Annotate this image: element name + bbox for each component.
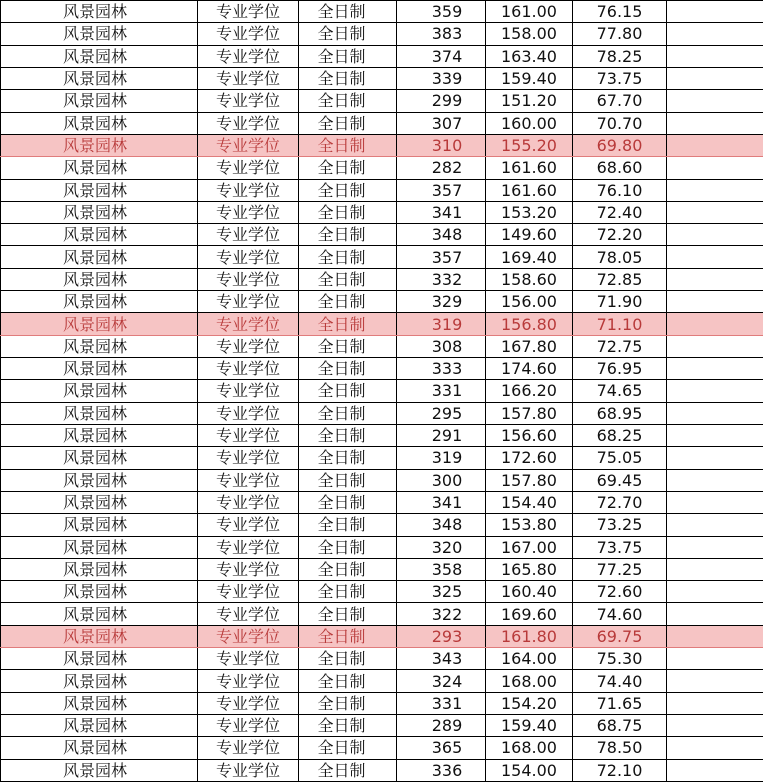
retest-score-cell: 167.00 <box>486 536 573 558</box>
study-mode-cell: 全日制 <box>299 358 397 380</box>
empty-cell <box>667 90 763 112</box>
empty-cell <box>667 358 763 380</box>
major-cell: 风景园林 <box>1 157 198 179</box>
retest-score-cell: 154.20 <box>486 692 573 714</box>
table-row <box>1 759 763 781</box>
study-mode-cell: 全日制 <box>299 380 397 402</box>
empty-cell <box>667 291 763 313</box>
degree-type-cell: 专业学位 <box>198 692 299 714</box>
table-row <box>1 536 763 558</box>
table-row <box>1 224 763 246</box>
total-score-cell: 357 <box>397 246 486 268</box>
degree-type-cell: 专业学位 <box>198 313 299 335</box>
table-row <box>1 157 763 179</box>
study-mode-cell: 全日制 <box>299 313 397 335</box>
table-row <box>1 715 763 737</box>
score-table-body <box>1 1 763 782</box>
major-cell: 风景园林 <box>1 424 198 446</box>
study-mode-cell: 全日制 <box>299 224 397 246</box>
table-row <box>1 201 763 223</box>
total-score-cell: 374 <box>397 45 486 67</box>
final-score-cell: 68.60 <box>573 157 667 179</box>
final-score-cell: 72.20 <box>573 224 667 246</box>
study-mode-cell: 全日制 <box>299 447 397 469</box>
empty-cell <box>667 424 763 446</box>
total-score-cell: 343 <box>397 648 486 670</box>
major-cell: 风景园林 <box>1 536 198 558</box>
empty-cell <box>667 134 763 156</box>
total-score-cell: 341 <box>397 491 486 513</box>
degree-type-cell: 专业学位 <box>198 447 299 469</box>
study-mode-cell: 全日制 <box>299 1 397 23</box>
table-row-highlighted <box>1 313 763 335</box>
total-score-cell: 300 <box>397 469 486 491</box>
degree-type-cell: 专业学位 <box>198 581 299 603</box>
total-score-cell: 291 <box>397 424 486 446</box>
study-mode-cell: 全日制 <box>299 692 397 714</box>
degree-type-cell: 专业学位 <box>198 335 299 357</box>
study-mode-cell: 全日制 <box>299 45 397 67</box>
retest-score-cell: 157.80 <box>486 469 573 491</box>
retest-score-cell: 161.60 <box>486 179 573 201</box>
degree-type-cell: 专业学位 <box>198 469 299 491</box>
study-mode-cell: 全日制 <box>299 491 397 513</box>
empty-cell <box>667 536 763 558</box>
total-score-cell: 341 <box>397 201 486 223</box>
total-score-cell: 319 <box>397 447 486 469</box>
major-cell: 风景园林 <box>1 581 198 603</box>
study-mode-cell: 全日制 <box>299 23 397 45</box>
final-score-cell: 67.70 <box>573 90 667 112</box>
retest-score-cell: 156.00 <box>486 291 573 313</box>
final-score-cell: 71.65 <box>573 692 667 714</box>
table-row <box>1 45 763 67</box>
table-row <box>1 90 763 112</box>
retest-score-cell: 167.80 <box>486 335 573 357</box>
retest-score-cell: 158.00 <box>486 23 573 45</box>
retest-score-cell: 156.80 <box>486 313 573 335</box>
degree-type-cell: 专业学位 <box>198 670 299 692</box>
retest-score-cell: 169.40 <box>486 246 573 268</box>
table-row <box>1 112 763 134</box>
major-cell: 风景园林 <box>1 514 198 536</box>
empty-cell <box>667 268 763 290</box>
degree-type-cell: 专业学位 <box>198 358 299 380</box>
major-cell: 风景园林 <box>1 67 198 89</box>
table-row <box>1 268 763 290</box>
retest-score-cell: 163.40 <box>486 45 573 67</box>
study-mode-cell: 全日制 <box>299 402 397 424</box>
retest-score-cell: 159.40 <box>486 67 573 89</box>
degree-type-cell: 专业学位 <box>198 1 299 23</box>
study-mode-cell: 全日制 <box>299 558 397 580</box>
retest-score-cell: 160.40 <box>486 581 573 603</box>
final-score-cell: 77.80 <box>573 23 667 45</box>
major-cell: 风景园林 <box>1 134 198 156</box>
major-cell: 风景园林 <box>1 224 198 246</box>
total-score-cell: 289 <box>397 715 486 737</box>
table-row <box>1 581 763 603</box>
retest-score-cell: 168.00 <box>486 737 573 759</box>
empty-cell <box>667 469 763 491</box>
final-score-cell: 73.25 <box>573 514 667 536</box>
major-cell: 风景园林 <box>1 759 198 781</box>
study-mode-cell: 全日制 <box>299 179 397 201</box>
final-score-cell: 73.75 <box>573 67 667 89</box>
empty-cell <box>667 402 763 424</box>
table-row <box>1 358 763 380</box>
major-cell: 风景园林 <box>1 45 198 67</box>
final-score-cell: 72.60 <box>573 581 667 603</box>
final-score-cell: 72.75 <box>573 335 667 357</box>
final-score-cell: 75.30 <box>573 648 667 670</box>
degree-type-cell: 专业学位 <box>198 268 299 290</box>
total-score-cell: 336 <box>397 759 486 781</box>
major-cell: 风景园林 <box>1 670 198 692</box>
table-row <box>1 179 763 201</box>
final-score-cell: 70.70 <box>573 112 667 134</box>
final-score-cell: 75.05 <box>573 447 667 469</box>
retest-score-cell: 174.60 <box>486 358 573 380</box>
retest-score-cell: 169.60 <box>486 603 573 625</box>
major-cell: 风景园林 <box>1 358 198 380</box>
empty-cell <box>667 157 763 179</box>
degree-type-cell: 专业学位 <box>198 112 299 134</box>
major-cell: 风景园林 <box>1 491 198 513</box>
retest-score-cell: 151.20 <box>486 90 573 112</box>
degree-type-cell: 专业学位 <box>198 224 299 246</box>
total-score-cell: 331 <box>397 380 486 402</box>
total-score-cell: 365 <box>397 737 486 759</box>
major-cell: 风景园林 <box>1 201 198 223</box>
major-cell: 风景园林 <box>1 23 198 45</box>
degree-type-cell: 专业学位 <box>198 157 299 179</box>
empty-cell <box>667 603 763 625</box>
study-mode-cell: 全日制 <box>299 737 397 759</box>
major-cell: 风景园林 <box>1 447 198 469</box>
major-cell: 风景园林 <box>1 246 198 268</box>
total-score-cell: 310 <box>397 134 486 156</box>
table-row <box>1 67 763 89</box>
major-cell: 风景园林 <box>1 268 198 290</box>
degree-type-cell: 专业学位 <box>198 759 299 781</box>
table-row-highlighted <box>1 134 763 156</box>
empty-cell <box>667 112 763 134</box>
retest-score-cell: 153.80 <box>486 514 573 536</box>
empty-cell <box>667 648 763 670</box>
empty-cell <box>667 670 763 692</box>
major-cell: 风景园林 <box>1 335 198 357</box>
retest-score-cell: 154.40 <box>486 491 573 513</box>
total-score-cell: 357 <box>397 179 486 201</box>
empty-cell <box>667 692 763 714</box>
major-cell: 风景园林 <box>1 112 198 134</box>
degree-type-cell: 专业学位 <box>198 380 299 402</box>
table-row <box>1 447 763 469</box>
study-mode-cell: 全日制 <box>299 268 397 290</box>
total-score-cell: 348 <box>397 514 486 536</box>
major-cell: 风景园林 <box>1 648 198 670</box>
empty-cell <box>667 737 763 759</box>
final-score-cell: 78.25 <box>573 45 667 67</box>
retest-score-cell: 149.60 <box>486 224 573 246</box>
table-row <box>1 692 763 714</box>
final-score-cell: 78.50 <box>573 737 667 759</box>
empty-cell <box>667 1 763 23</box>
major-cell: 风景园林 <box>1 291 198 313</box>
study-mode-cell: 全日制 <box>299 424 397 446</box>
empty-cell <box>667 625 763 647</box>
empty-cell <box>667 179 763 201</box>
final-score-cell: 72.70 <box>573 491 667 513</box>
degree-type-cell: 专业学位 <box>198 179 299 201</box>
study-mode-cell: 全日制 <box>299 581 397 603</box>
final-score-cell: 77.25 <box>573 558 667 580</box>
total-score-cell: 339 <box>397 67 486 89</box>
table-row <box>1 514 763 536</box>
retest-score-cell: 165.80 <box>486 558 573 580</box>
total-score-cell: 282 <box>397 157 486 179</box>
empty-cell <box>667 759 763 781</box>
final-score-cell: 69.45 <box>573 469 667 491</box>
degree-type-cell: 专业学位 <box>198 45 299 67</box>
total-score-cell: 319 <box>397 313 486 335</box>
table-row <box>1 491 763 513</box>
degree-type-cell: 专业学位 <box>198 201 299 223</box>
retest-score-cell: 153.20 <box>486 201 573 223</box>
study-mode-cell: 全日制 <box>299 201 397 223</box>
table-row <box>1 246 763 268</box>
major-cell: 风景园林 <box>1 402 198 424</box>
empty-cell <box>667 335 763 357</box>
final-score-cell: 74.40 <box>573 670 667 692</box>
study-mode-cell: 全日制 <box>299 514 397 536</box>
table-row <box>1 648 763 670</box>
total-score-cell: 329 <box>397 291 486 313</box>
total-score-cell: 358 <box>397 558 486 580</box>
degree-type-cell: 专业学位 <box>198 625 299 647</box>
degree-type-cell: 专业学位 <box>198 514 299 536</box>
major-cell: 风景园林 <box>1 715 198 737</box>
retest-score-cell: 161.80 <box>486 625 573 647</box>
retest-score-cell: 168.00 <box>486 670 573 692</box>
study-mode-cell: 全日制 <box>299 90 397 112</box>
final-score-cell: 72.10 <box>573 759 667 781</box>
empty-cell <box>667 224 763 246</box>
study-mode-cell: 全日制 <box>299 134 397 156</box>
degree-type-cell: 专业学位 <box>198 23 299 45</box>
retest-score-cell: 172.60 <box>486 447 573 469</box>
final-score-cell: 76.95 <box>573 358 667 380</box>
retest-score-cell: 154.00 <box>486 759 573 781</box>
study-mode-cell: 全日制 <box>299 603 397 625</box>
retest-score-cell: 156.60 <box>486 424 573 446</box>
total-score-cell: 348 <box>397 224 486 246</box>
degree-type-cell: 专业学位 <box>198 90 299 112</box>
empty-cell <box>667 23 763 45</box>
total-score-cell: 293 <box>397 625 486 647</box>
table-row <box>1 402 763 424</box>
study-mode-cell: 全日制 <box>299 715 397 737</box>
total-score-cell: 308 <box>397 335 486 357</box>
retest-score-cell: 161.60 <box>486 157 573 179</box>
empty-cell <box>667 67 763 89</box>
study-mode-cell: 全日制 <box>299 625 397 647</box>
table-row <box>1 603 763 625</box>
empty-cell <box>667 581 763 603</box>
study-mode-cell: 全日制 <box>299 648 397 670</box>
degree-type-cell: 专业学位 <box>198 491 299 513</box>
study-mode-cell: 全日制 <box>299 157 397 179</box>
final-score-cell: 71.90 <box>573 291 667 313</box>
degree-type-cell: 专业学位 <box>198 67 299 89</box>
degree-type-cell: 专业学位 <box>198 648 299 670</box>
final-score-cell: 69.75 <box>573 625 667 647</box>
retest-score-cell: 155.20 <box>486 134 573 156</box>
major-cell: 风景园林 <box>1 737 198 759</box>
final-score-cell: 68.25 <box>573 424 667 446</box>
degree-type-cell: 专业学位 <box>198 603 299 625</box>
total-score-cell: 307 <box>397 112 486 134</box>
study-mode-cell: 全日制 <box>299 469 397 491</box>
total-score-cell: 325 <box>397 581 486 603</box>
final-score-cell: 72.40 <box>573 201 667 223</box>
study-mode-cell: 全日制 <box>299 67 397 89</box>
degree-type-cell: 专业学位 <box>198 558 299 580</box>
table-row-highlighted <box>1 625 763 647</box>
retest-score-cell: 157.80 <box>486 402 573 424</box>
total-score-cell: 322 <box>397 603 486 625</box>
degree-type-cell: 专业学位 <box>198 402 299 424</box>
major-cell: 风景园林 <box>1 313 198 335</box>
retest-score-cell: 161.00 <box>486 1 573 23</box>
study-mode-cell: 全日制 <box>299 291 397 313</box>
table-row <box>1 424 763 446</box>
degree-type-cell: 专业学位 <box>198 737 299 759</box>
final-score-cell: 76.15 <box>573 1 667 23</box>
total-score-cell: 332 <box>397 268 486 290</box>
total-score-cell: 333 <box>397 358 486 380</box>
empty-cell <box>667 715 763 737</box>
retest-score-cell: 159.40 <box>486 715 573 737</box>
final-score-cell: 72.85 <box>573 268 667 290</box>
total-score-cell: 383 <box>397 23 486 45</box>
empty-cell <box>667 491 763 513</box>
table-row <box>1 558 763 580</box>
empty-cell <box>667 246 763 268</box>
major-cell: 风景园林 <box>1 90 198 112</box>
degree-type-cell: 专业学位 <box>198 134 299 156</box>
final-score-cell: 74.65 <box>573 380 667 402</box>
major-cell: 风景园林 <box>1 469 198 491</box>
total-score-cell: 359 <box>397 1 486 23</box>
table-row <box>1 670 763 692</box>
study-mode-cell: 全日制 <box>299 246 397 268</box>
empty-cell <box>667 514 763 536</box>
empty-cell <box>667 447 763 469</box>
empty-cell <box>667 558 763 580</box>
major-cell: 风景园林 <box>1 179 198 201</box>
retest-score-cell: 158.60 <box>486 268 573 290</box>
study-mode-cell: 全日制 <box>299 759 397 781</box>
final-score-cell: 68.95 <box>573 402 667 424</box>
major-cell: 风景园林 <box>1 625 198 647</box>
total-score-cell: 331 <box>397 692 486 714</box>
study-mode-cell: 全日制 <box>299 335 397 357</box>
table-row <box>1 335 763 357</box>
final-score-cell: 69.80 <box>573 134 667 156</box>
major-cell: 风景园林 <box>1 558 198 580</box>
total-score-cell: 324 <box>397 670 486 692</box>
degree-type-cell: 专业学位 <box>198 715 299 737</box>
study-mode-cell: 全日制 <box>299 536 397 558</box>
table-row <box>1 469 763 491</box>
degree-type-cell: 专业学位 <box>198 246 299 268</box>
empty-cell <box>667 45 763 67</box>
major-cell: 风景园林 <box>1 603 198 625</box>
empty-cell <box>667 201 763 223</box>
table-row <box>1 380 763 402</box>
final-score-cell: 74.60 <box>573 603 667 625</box>
empty-cell <box>667 313 763 335</box>
empty-cell <box>667 380 763 402</box>
table-row <box>1 291 763 313</box>
final-score-cell: 73.75 <box>573 536 667 558</box>
degree-type-cell: 专业学位 <box>198 536 299 558</box>
final-score-cell: 78.05 <box>573 246 667 268</box>
retest-score-cell: 160.00 <box>486 112 573 134</box>
total-score-cell: 295 <box>397 402 486 424</box>
final-score-cell: 71.10 <box>573 313 667 335</box>
major-cell: 风景园林 <box>1 1 198 23</box>
final-score-cell: 76.10 <box>573 179 667 201</box>
major-cell: 风景园林 <box>1 692 198 714</box>
study-mode-cell: 全日制 <box>299 112 397 134</box>
retest-score-cell: 166.20 <box>486 380 573 402</box>
table-row <box>1 1 763 23</box>
final-score-cell: 68.75 <box>573 715 667 737</box>
degree-type-cell: 专业学位 <box>198 291 299 313</box>
total-score-cell: 299 <box>397 90 486 112</box>
major-cell: 风景园林 <box>1 380 198 402</box>
table-row <box>1 737 763 759</box>
study-mode-cell: 全日制 <box>299 670 397 692</box>
total-score-cell: 320 <box>397 536 486 558</box>
degree-type-cell: 专业学位 <box>198 424 299 446</box>
retest-score-cell: 164.00 <box>486 648 573 670</box>
table-row <box>1 23 763 45</box>
